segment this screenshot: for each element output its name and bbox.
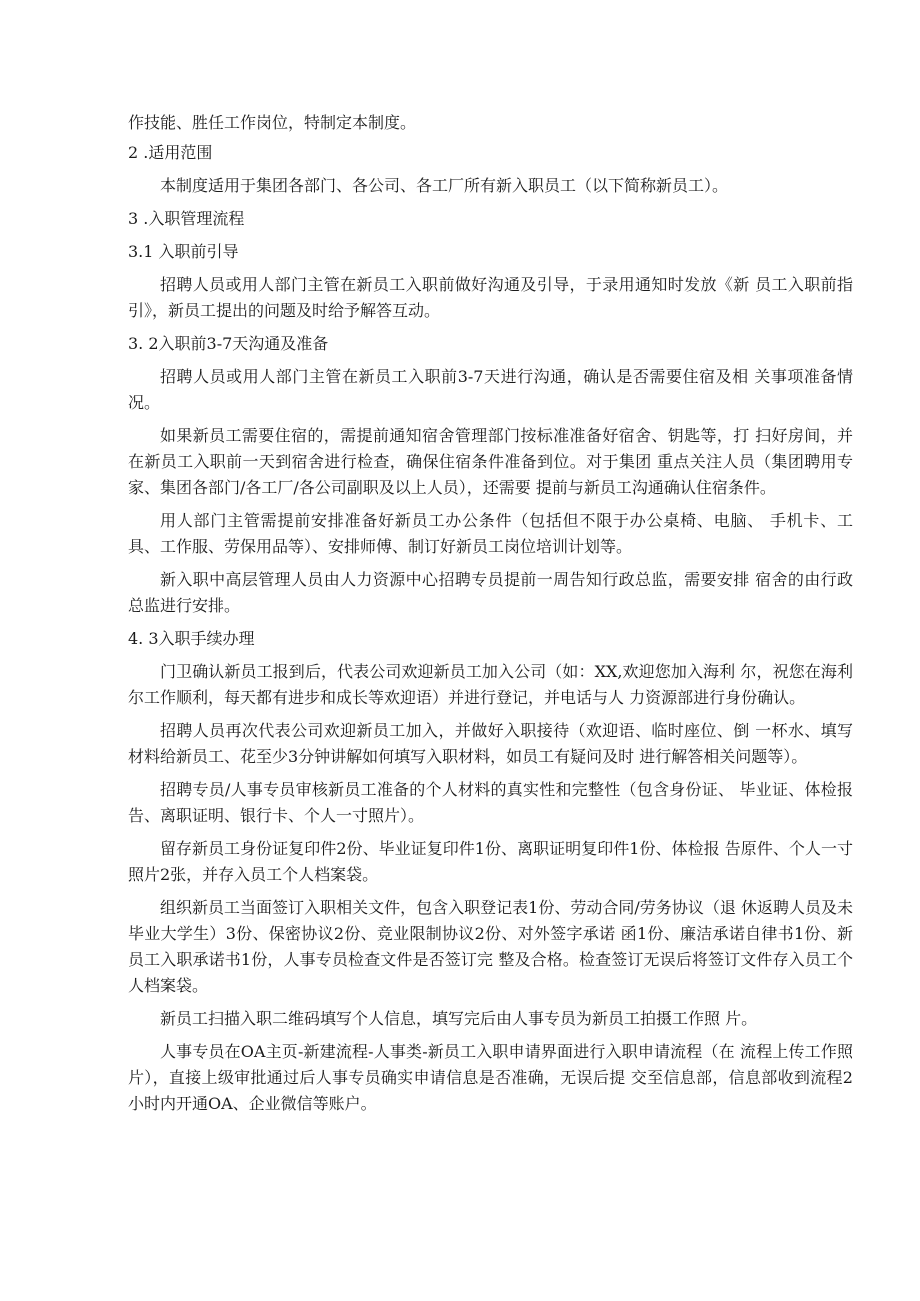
subsection-heading-communication-preparation: 3. 2入职前3-7天沟通及准备 [128,334,329,353]
subsection-heading-pre-entry-guidance: 3.1 入职前引导 [128,242,239,261]
paragraph-office-conditions: 用人部门主管需提前安排准备好新员工办公条件（包括但不限于办公桌椅、电脑、 手机卡、工具、工作服、劳保用品等）、安排师傅、制订好新员工岗位培训计划等。 [128,511,853,556]
paragraph-document-review: 招聘专员/人事专员审核新员工准备的个人材料的真实性和完整性（包含身份证、 毕业证、体检报告、离职证明、银行卡、个人一寸照片）。 [128,780,853,825]
paragraph-copies-archive: 留存新员工身份证复印件2份、毕业证复印件1份、离职证明复印件1份、体检报 告原件、个人一寸照片2张，并存入员工个人档案袋。 [128,839,853,884]
paragraph-reception: 招聘人员再次代表公司欢迎新员工加入，并做好入职接待（欢迎语、临时座位、倒 一杯水、填写材料给新员工、花至少3分钟讲解如何填写入职材料，如员工有疑问及时 进行解答相关问题等）。 [128,721,853,766]
paragraph-oa-application: 人事专员在OA主页-新建流程-人事类-新员工入职申请界面进行入职申请流程（在 流程上传工作照片），直接上级审批通过后人事专员确实申请信息是否准确，无误后提 交至信息部，信息部收到流程2小时内开通OA、企业微信等账户。 [128,1042,853,1113]
paragraph-sign-documents: 组织新员工当面签订入职相关文件，包含入职登记表1份、劳动合同/劳务协议（退 休返聘人员及未毕业大学生）3份、保密协议2份、竞业限制协议2份、对外签字承诺 函1份、廉洁承诺自律书1份、新员工入职承诺书1份，人事专员检查文件是否签订完 整及合格。检查签订无误后将签订文件存入员工个人档案袋。 [128,898,853,995]
section-heading-onboarding-process: 3 .入职管理流程 [128,209,245,228]
paragraph-qr-registration: 新员工扫描入职二维码填写个人信息，填写完后由人事专员为新员工拍摄工作照 片。 [160,1009,758,1028]
subsection-heading-entry-procedures: 4. 3入职手续办理 [128,629,255,648]
document-body [128,110,853,1124]
section-heading-scope: 2 .适用范围 [128,143,213,162]
paragraph-senior-management: 新入职中高层管理人员由人力资源中心招聘专员提前一周告知行政总监，需要安排 宿舍的由行政总监进行安排。 [128,570,853,615]
paragraph-gate-welcome: 门卫确认新员工报到后，代表公司欢迎新员工加入公司（如：XX,欢迎您加入海利 尔，祝您在海利尔工作顺利，每天都有进步和成长等欢迎语）并进行登记，并电话与人 力资源部进行身份确认。 [128,662,853,707]
paragraph-pre-entry-guidance: 招聘人员或用人部门主管在新员工入职前做好沟通及引导，于录用通知时发放《新 员工入职前指引》，新员工提出的问题及时给予解答互动。 [128,275,853,320]
continuation-text: 作技能、胜任工作岗位，特制定本制度。 [128,113,417,132]
paragraph-scope: 本制度适用于集团各部门、各公司、各工厂所有新入职员工（以下简称新员工）。 [160,176,729,195]
paragraph-dormitory: 如果新员工需要住宿的，需提前通知宿舍管理部门按标准准备好宿舍、钥匙等，打 扫好房间，并在新员工入职前一天到宿舍进行检查，确保住宿条件准备到位。对于集团 重点关注人员（集团聘用专家、集团各部门/各工厂/各公司副职及以上人员），还需要 提前与新员工沟通确认住宿条件。 [128,426,853,497]
paragraph-communication: 招聘人员或用人部门主管在新员工入职前3-7天进行沟通，确认是否需要住宿及相 关事项准备情况。 [128,367,853,412]
